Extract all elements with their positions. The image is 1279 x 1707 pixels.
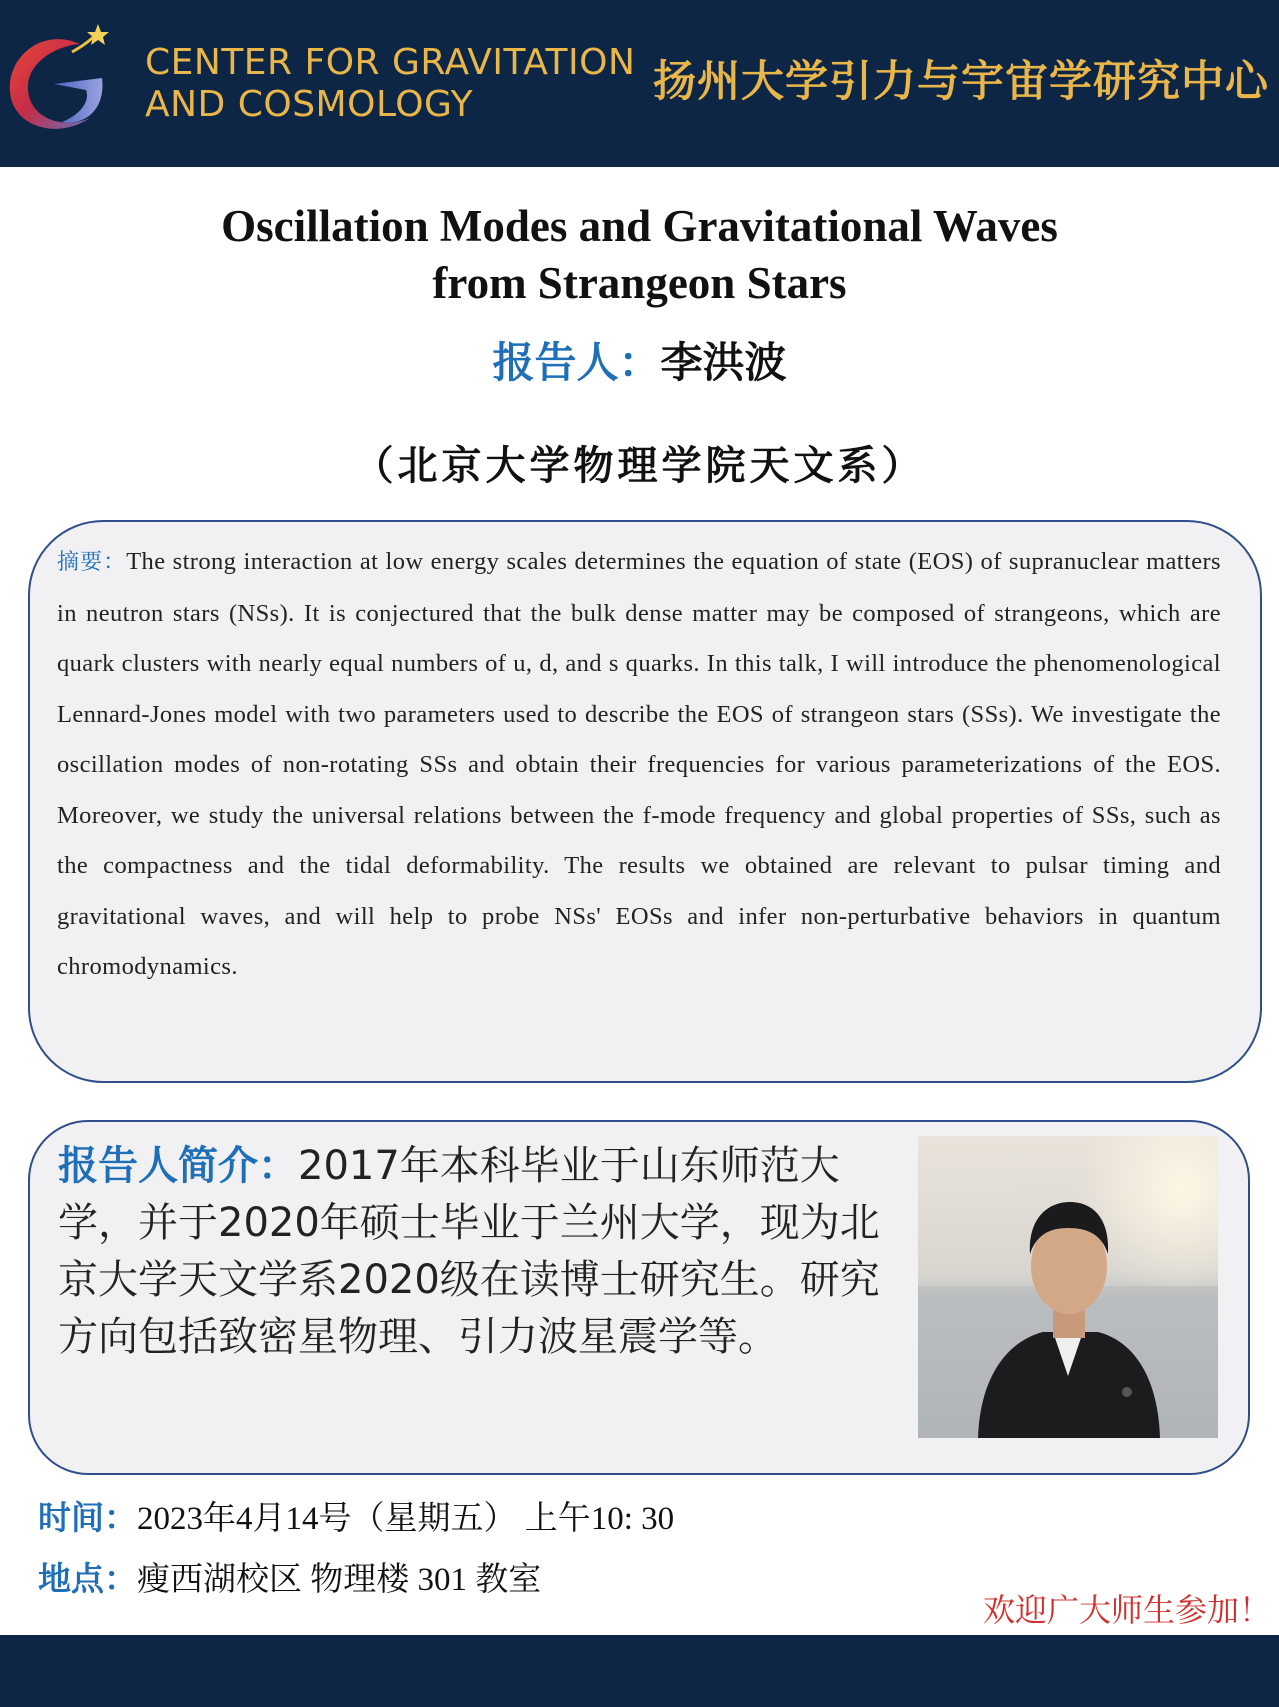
center-name-chinese: 扬州大学引力与宇宙学研究中心 (653, 57, 1269, 107)
welcome-text: 欢迎广大师生参加！ (982, 1591, 1271, 1629)
bio-body: 2017年本科毕业于山东师范大学，并于2020年硕士毕业于兰州大学，现为北京大学天文学系2020级在读博士研究生。研究方向包括致密星物理、引力波星震学等。 (58, 1143, 880, 1360)
abstract-label: 摘要： (57, 550, 127, 575)
time-label: 时间： (38, 1501, 137, 1537)
center-name-en-line2: AND COSMOLOGY (145, 84, 474, 125)
speaker-name: 李洪波 (660, 338, 787, 387)
place-line (38, 1555, 541, 1605)
footer-bar (0, 1635, 1279, 1707)
talk-title-line2: from Strangeon Stars (432, 258, 847, 308)
bio-text (58, 1138, 903, 1366)
center-logo-icon (2, 22, 122, 147)
talk-title-line1: Oscillation Modes and Gravitational Waves (221, 201, 1058, 251)
talk-title (0, 198, 1279, 312)
header-banner (0, 0, 1279, 167)
speaker-line (0, 333, 1279, 393)
place-value: 瘦西湖校区 物理楼 301 教室 (137, 1562, 542, 1598)
time-line (38, 1494, 674, 1544)
center-name-english (145, 42, 635, 126)
abstract-body: The strong interaction at low energy scales determines the equation of state (EOS) of supranuclear matters in neutron stars (NSs). It is conjectured that the bulk dense matter may be composed of strangeons, which are quark clusters with nearly equal numbers of u, d, and s quarks. In this talk, I will introduce the phenomenological Lennard-Jones model with two parameters used to describe the EOS of strangeon stars (SSs). We investigate the oscillation modes of non-rotating SSs and obtain their frequencies for various parameterizations of the EOS. Moreover, we study the universal relations between the f-mode frequency and global properties of SSs, such as the compactness and the tidal deformability. The results we obtained are relevant to pulsar timing and gravitational waves, and will help to probe NSs' EOSs and infer non-perturbative behaviors in quantum chromodynamics. (57, 548, 1221, 980)
place-label: 地点： (38, 1562, 137, 1598)
time-value: 2023年4月14号（星期五） 上午10: 30 (137, 1501, 675, 1537)
bio-label: 报告人简介： (58, 1143, 298, 1189)
speaker-label: 报告人： (492, 338, 661, 387)
speaker-photo (918, 1136, 1218, 1438)
center-name-en-line1: CENTER FOR GRAVITATION (145, 42, 636, 83)
speaker-affiliation: （北京大学物理学院天文系） (353, 442, 926, 489)
abstract-text (57, 537, 1221, 993)
